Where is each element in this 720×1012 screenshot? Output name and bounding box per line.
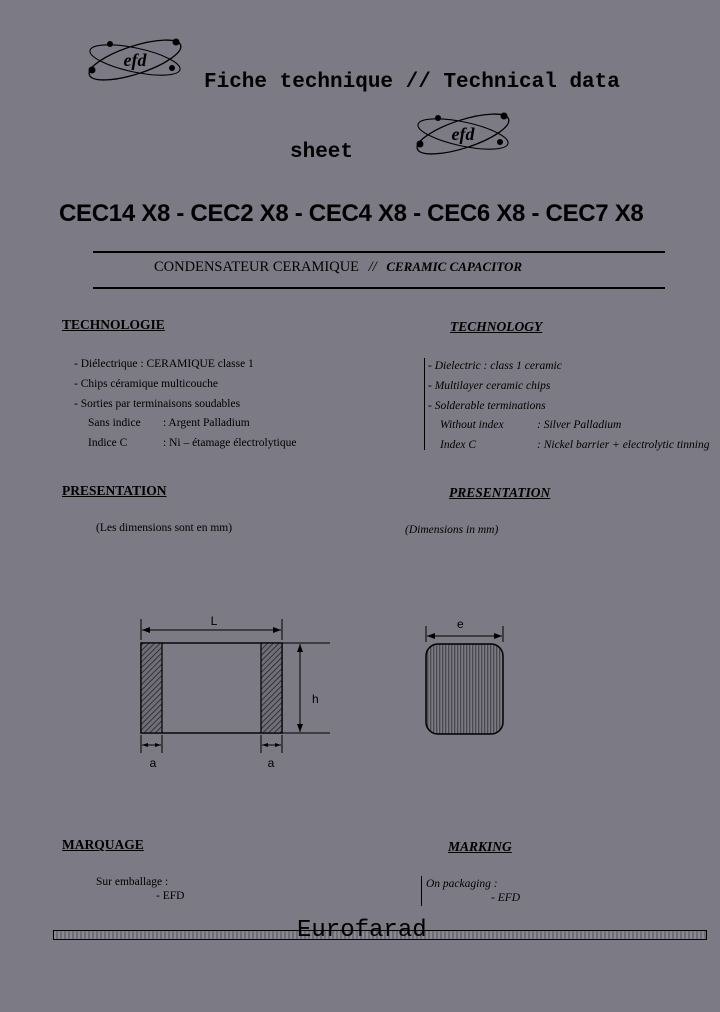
dim-label-e: e [457, 617, 464, 631]
marking-fr-line2: - EFD [156, 890, 185, 902]
tech-en-sub-value-2: : Nickel barrier + electrolytic tinning [537, 439, 710, 451]
tech-en-item-2: - Multilayer ceramic chips [428, 380, 551, 392]
tech-fr-sub-label-2: Indice C [88, 437, 128, 449]
marking-en-bracket [421, 876, 422, 906]
divider-bottom [93, 287, 665, 289]
capacitor-side-view [130, 605, 340, 780]
logo-text: efd [451, 124, 475, 144]
capacitor-end-view [418, 612, 513, 740]
subtitle [154, 259, 522, 276]
efd-logo-top [80, 30, 190, 90]
footer-brand: Eurofarad [297, 917, 427, 938]
tech-en-sub-value-1: : Silver Palladium [537, 419, 622, 431]
subtitle-sep: // [368, 259, 377, 275]
presentation-heading-fr: PRESENTATION [62, 483, 167, 498]
subtitle-en: CERAMIC CAPACITOR [386, 259, 523, 274]
logo-text: efd [123, 50, 147, 70]
marking-fr-line1: Sur emballage : [96, 876, 169, 888]
tech-fr-item-2: - Chips céramique multicouche [74, 378, 219, 390]
tech-fr-sub-label-1: Sans indice [88, 417, 141, 429]
dim-label-a-right: a [267, 756, 275, 770]
tech-en-bracket [424, 358, 425, 450]
dim-label-a-left: a [149, 756, 157, 770]
presentation-heading-en: PRESENTATION [449, 485, 551, 500]
product-line: CEC14 X8 - CEC2 X8 - CEC4 X8 - CEC6 X8 - CEC7 X8 [59, 200, 644, 227]
divider-top [93, 251, 665, 253]
technology-heading-fr: TECHNOLOGIE [62, 317, 165, 332]
dim-label-h: h [312, 692, 319, 706]
marking-en-line1: On packaging : [426, 878, 498, 890]
chip-end-face [426, 644, 503, 734]
technology-heading-en: TECHNOLOGY [450, 319, 543, 334]
terminal-left [141, 643, 162, 733]
title-line1: Fiche technique // Technical data [204, 71, 620, 94]
dimensions-note-en: (Dimensions in mm) [405, 524, 499, 536]
marking-en-line2: - EFD [491, 892, 521, 904]
tech-fr-item-3: - Sorties par terminaisons soudables [74, 398, 241, 410]
subtitle-fr: CONDENSATEUR CERAMIQUE [154, 259, 360, 275]
tech-fr-sub-value-1: : Argent Palladium [163, 417, 250, 429]
tech-en-sub-label-2: Index C [440, 439, 477, 451]
title-line2: sheet [290, 141, 354, 164]
efd-logo-mid [408, 104, 518, 164]
tech-en-item-1: - Dielectric : class 1 ceramic [428, 360, 562, 372]
marking-heading-fr: MARQUAGE [62, 837, 144, 852]
dim-label-L: L [210, 614, 218, 628]
dimensions-note-fr: (Les dimensions sont en mm) [96, 522, 233, 534]
tech-en-item-3: - Solderable terminations [428, 400, 546, 412]
terminal-right [261, 643, 282, 733]
tech-en-sub-label-1: Without index [440, 419, 504, 431]
marking-heading-en: MARKING [448, 839, 512, 854]
tech-fr-item-1: - Diélectrique : CERAMIQUE classe 1 [74, 358, 254, 370]
tech-fr-sub-value-2: : Ni – étamage électrolytique [163, 437, 297, 449]
